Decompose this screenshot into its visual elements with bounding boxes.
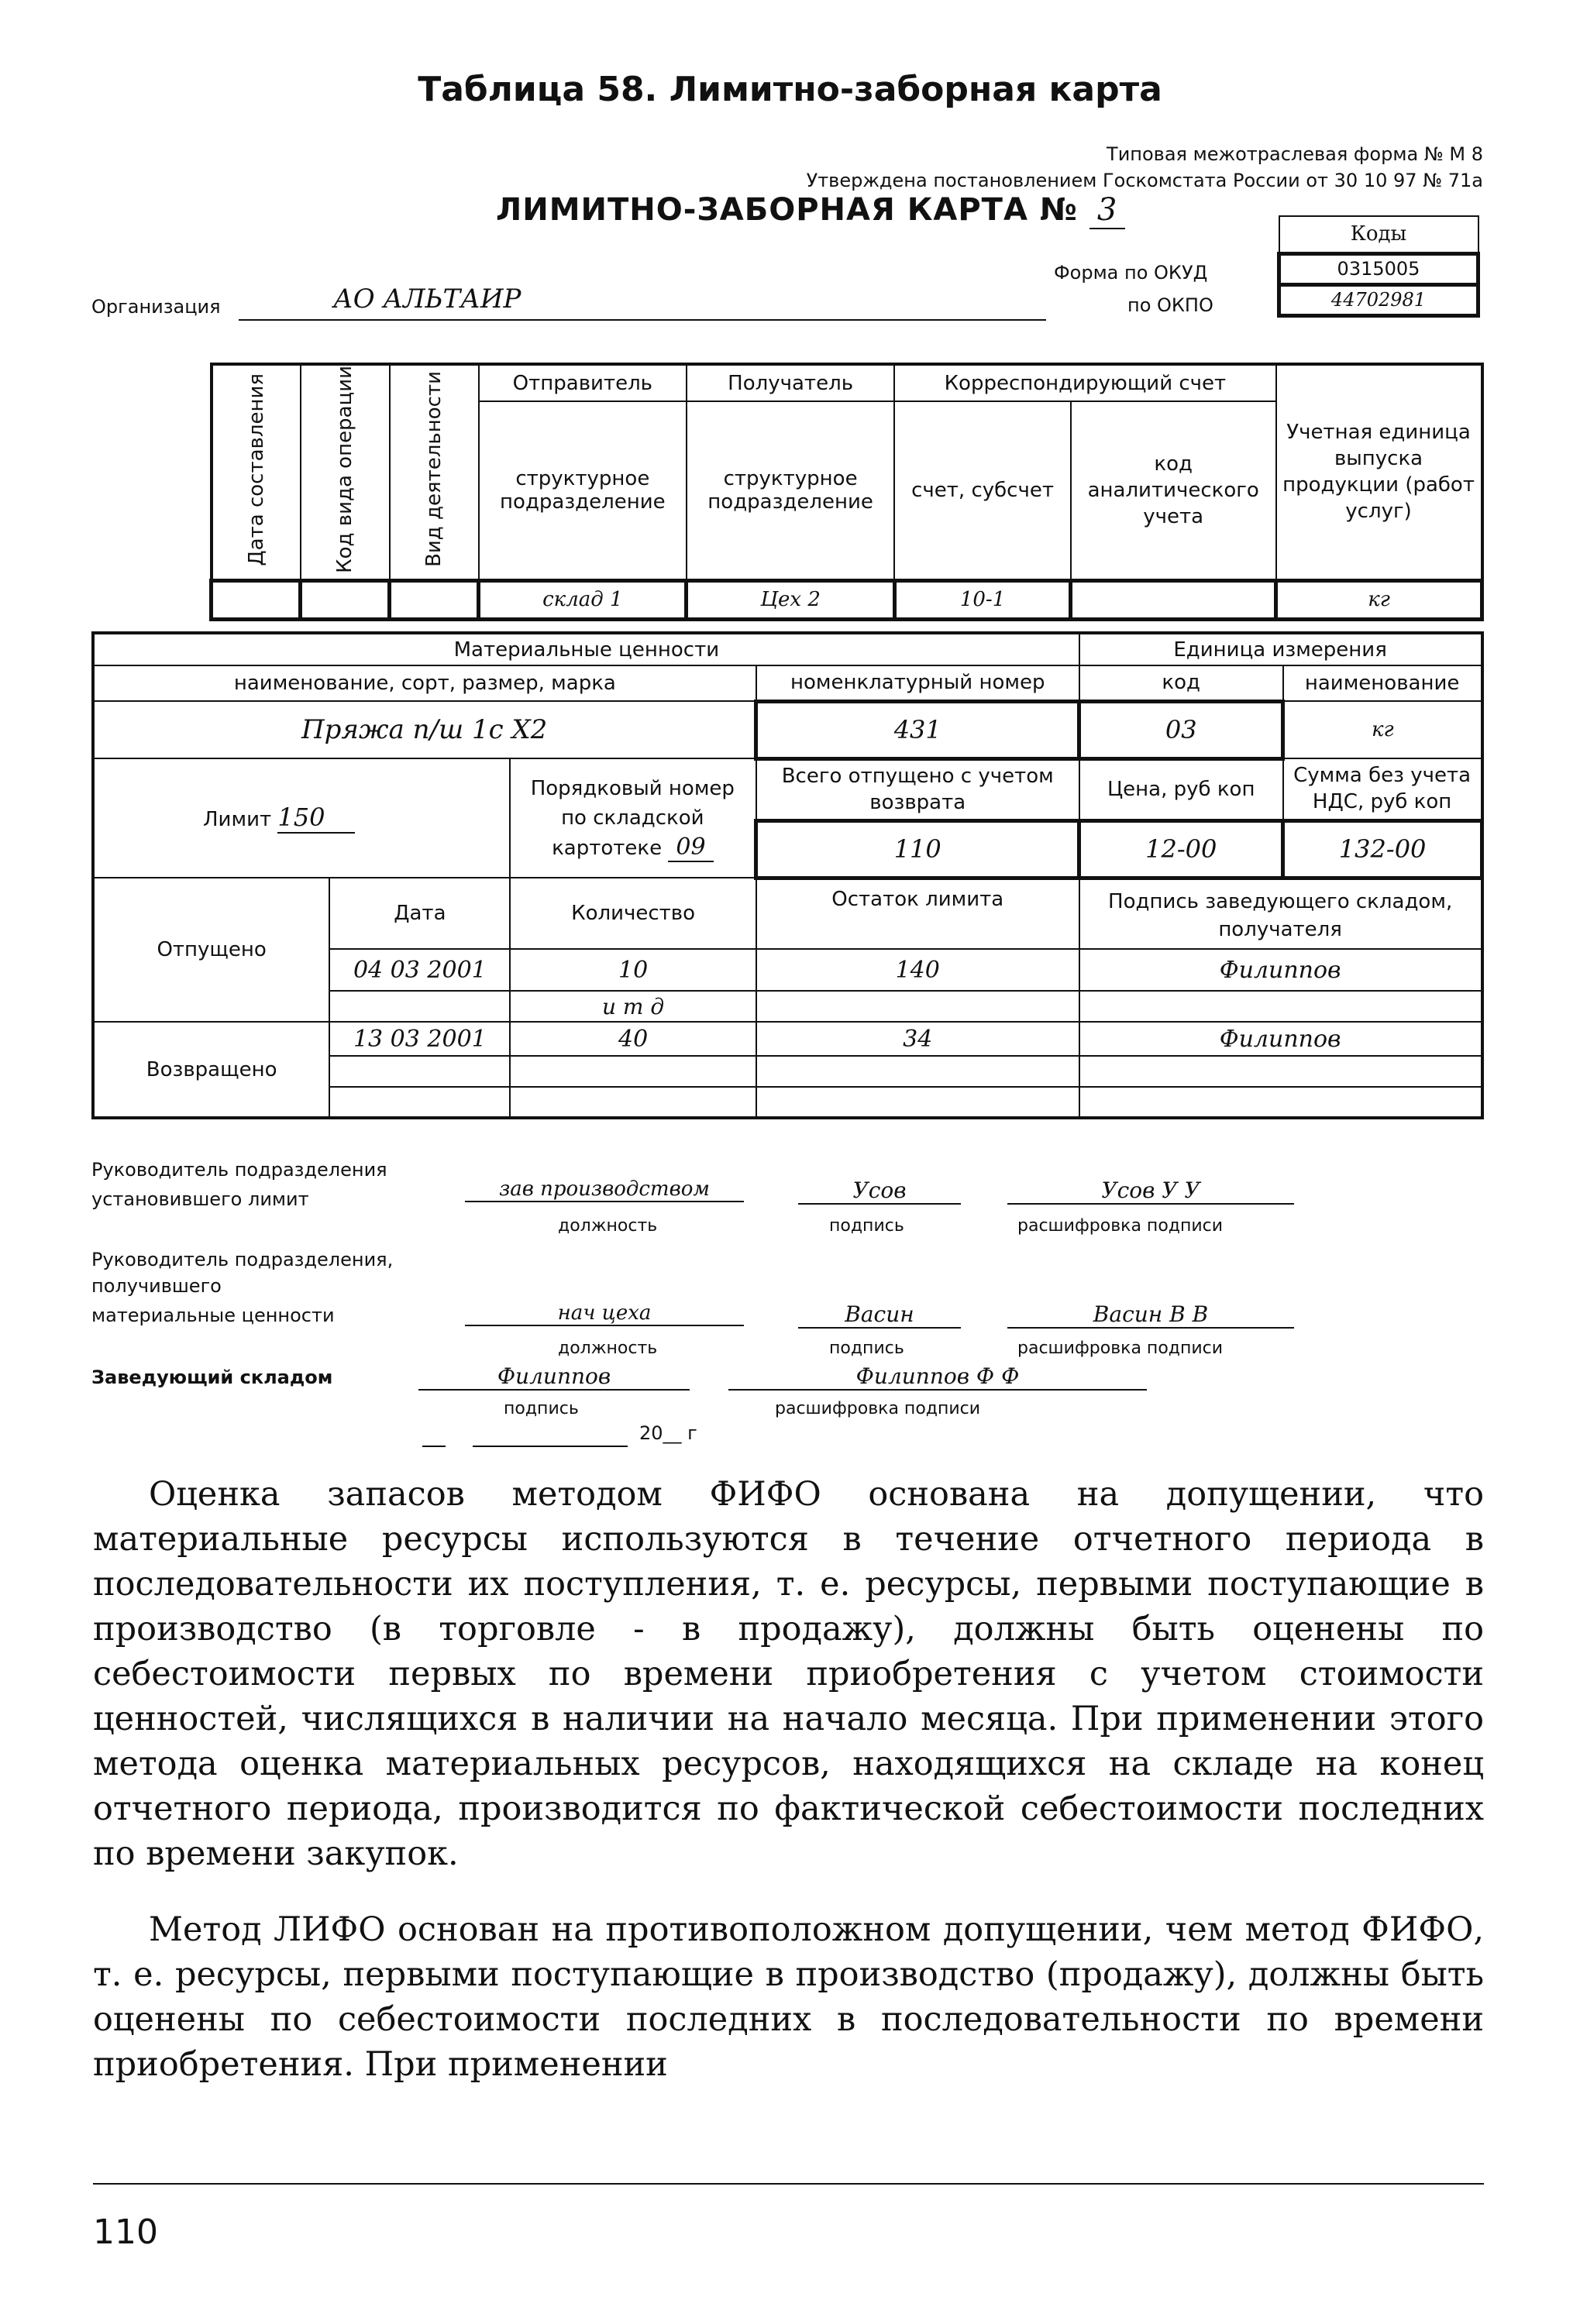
col-account-sub: счет, субсчет [894,401,1071,580]
released-sign: Филиппов [1079,949,1482,991]
col-code: код [1079,665,1283,701]
row-date [212,580,301,619]
row-activity [390,580,479,619]
col-sum: Сумма без учета НДС, руб коп [1283,758,1482,820]
col-activity: Вид деятельности [390,364,479,580]
form-note-line1: Типовая межотраслевая форма № М 8 [1107,143,1483,165]
row-code: 03 [1079,701,1283,758]
head-recv-l1: Руководитель подразделения, [91,1249,394,1270]
materials-table [91,631,1484,1119]
col-operation-code: Код вида операции [301,364,390,580]
col-analytic-code: код аналитического учета [1071,401,1276,580]
okpo-code: 44702981 [1279,284,1478,315]
paragraph-fifo: Оценка запасов методом ФИФО основана на допущении, что материальные ресурсы используются в течение отчетного периода в последовательности их поступления, т. е. ресурсы, первыми поступающие в производство (в торговле - в продажу), должны быть оценены по себестоимости первых по времени приобретения с учетом стоимости ценностей, числящихся в наличии на начало месяца. При применении этого метода оценка материальных ресурсов, находящихся на складе на конец отчетного периода, производится по фактической себестоимости последних по времени закупок. [93,1475,1484,1873]
caption-sign-2: подпись [829,1339,904,1358]
head-recv-position: нач цеха [465,1301,744,1326]
row-unit-output: кг [1276,580,1482,619]
paragraph-lifo: Метод ЛИФО основан на противоположном допущении, чем метод ФИФО, т. е. ресурсы, первыми поступающие в производство (продажу), должны быть оценены по себестоимости последних в последовательности по времени приобретения. При применении [93,1910,1484,2084]
limit-value: 150 [277,803,355,834]
head-set-limit-name: Усов У У [1007,1177,1294,1205]
col-qty: Количество [510,878,756,949]
org-underline [239,319,1046,321]
storekeeper-name: Филиппов Ф Ф [728,1363,1147,1391]
row-sender: склад 1 [479,580,687,619]
limit-cell [93,758,510,878]
col-receiver: Получатель [687,364,894,401]
returned-empty-6 [510,1087,756,1118]
returned-empty-8 [1079,1087,1482,1118]
caption-position-2: должность [558,1339,658,1358]
card-no-value: 09 [668,834,713,862]
total-released: 110 [756,820,1079,878]
row-account: 10-1 [894,580,1071,619]
okpo-label: по ОКПО [1127,294,1213,316]
date-line-month [473,1446,628,1447]
storekeeper-label: Заведующий складом [91,1367,333,1388]
col-price: Цена, руб коп [1079,758,1283,820]
head-set-limit-l2: установившего лимит [91,1188,309,1210]
page-number: 110 [93,2212,158,2252]
col-sender-sub: структурное подразделение [479,401,687,580]
header-table [209,363,1484,621]
returned-label: Возвращено [93,1022,329,1118]
returned-date: 13 03 2001 [329,1022,510,1056]
head-set-limit-sign: Усов [798,1177,961,1205]
col-name: наименование, сорт, размер, марка [93,665,756,701]
storekeeper-sign: Филиппов [418,1363,690,1391]
head-set-limit-l1: Руководитель подразделения [91,1159,387,1181]
col-corr-account: Корреспондирующий счет [894,364,1275,401]
card-title-prefix: ЛИМИТНО-ЗАБОРНАЯ КАРТА № [496,192,1078,228]
price: 12-00 [1079,820,1283,878]
sum: 132-00 [1283,820,1482,878]
released-rest: 140 [756,949,1079,991]
row-receiver: Цех 2 [687,580,894,619]
released-qty: 10 [510,949,756,991]
returned-sign: Филиппов [1079,1022,1482,1056]
date-line-year: 20__ г [639,1422,697,1444]
card-no-cell [510,758,756,878]
date-line-day [422,1446,446,1447]
org-value: АО АЛЬТАИР [333,284,522,315]
col-total-released: Всего отпущено с учетом возврата [756,758,1079,820]
caption-name-3: расшифровка подписи [775,1399,981,1418]
card-title [496,192,1125,228]
col-date: Дата составления [212,364,301,580]
col-unit-output: Учетная единица выпуска продукции (работ услуг) [1276,364,1482,580]
row-unit: кг [1283,701,1482,758]
body-text [93,1472,1484,2118]
released-extra-date [329,991,510,1022]
org-label: Организация [91,296,221,318]
okud-code: 0315005 [1279,253,1478,284]
caption-name-2: расшифровка подписи [1017,1339,1224,1358]
released-extra-sign [1079,991,1482,1022]
head-recv-name: Васин В В [1007,1301,1294,1329]
col-sign: Подпись заведующего складом, получателя [1079,878,1482,949]
codes-header: Коды [1279,216,1478,253]
returned-rest: 34 [756,1022,1079,1056]
footer-rule [93,2183,1484,2185]
released-extra-rest [756,991,1079,1022]
limit-label: Лимит [203,808,272,831]
caption-position-1: должность [558,1216,658,1236]
codes-box [1277,215,1480,318]
col-move-date: Дата [329,878,510,949]
col-unit-name: наименование [1283,665,1482,701]
col-receiver-sub: структурное подразделение [687,401,894,580]
caption-sign-3: подпись [504,1399,579,1418]
returned-empty-2 [510,1056,756,1087]
head-recv-l2: получившего [91,1275,222,1297]
returned-empty-7 [756,1087,1079,1118]
card-no-label: Порядковый номер по складской картотеке [530,776,735,860]
returned-empty-1 [329,1056,510,1087]
head-set-limit-position: зав производством [465,1177,744,1202]
card-number: 3 [1089,192,1125,229]
row-name: Пряжа п/ш 1с Х2 [93,701,756,758]
released-label: Отпущено [93,878,329,1022]
caption-sign-1: подпись [829,1216,904,1236]
row-nomen: 431 [756,701,1079,758]
row-analytic-code [1071,580,1276,619]
header-unit: Единица измерения [1079,633,1482,665]
returned-empty-4 [1079,1056,1482,1087]
okud-label: Форма по ОКУД [1054,262,1208,284]
form-note-line2: Утверждена постановлением Госкомстата России от 30 10 97 № 71а [806,170,1483,191]
header-materials: Материальные ценности [93,633,1079,665]
returned-qty: 40 [510,1022,756,1056]
row-operation-code [301,580,390,619]
col-rest: Остаток лимита [756,878,1079,949]
head-recv-sign: Васин [798,1301,961,1329]
col-sender: Отправитель [479,364,687,401]
col-nomen: номенклатурный номер [756,665,1079,701]
page-title: Таблица 58. Лимитно-заборная карта [418,70,1162,109]
released-date: 04 03 2001 [329,949,510,991]
itd-note: и т д [510,991,756,1022]
caption-name-1: расшифровка подписи [1017,1216,1224,1236]
returned-empty-5 [329,1087,510,1118]
head-recv-l3: материальные ценности [91,1305,335,1326]
returned-empty-3 [756,1056,1079,1087]
